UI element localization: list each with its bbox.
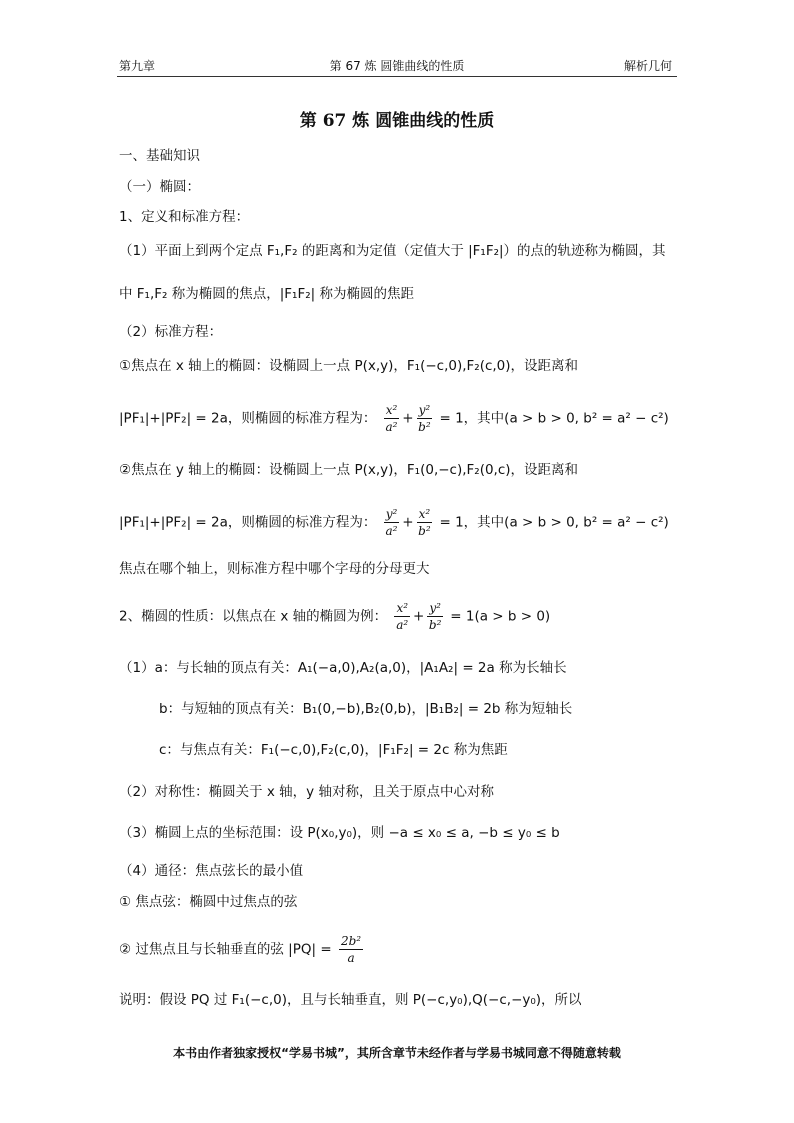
coordinate-range-line: （3）椭圆上点的坐标范围：设 P(x₀,y₀)，则 −a ≤ x₀ ≤ a, −b ≤ y₀ ≤ b bbox=[119, 825, 560, 841]
short-axis-line: b：与短轴的顶点有关：B₁(0,−b),B₂(0,b)，|B₁B₂| = 2b 称为短轴长 bbox=[159, 701, 573, 717]
header-chapter: 第九章 bbox=[119, 59, 156, 73]
definition-line-2: 中 F₁,F₂ 称为椭圆的焦点，|F₁F₂| 称为椭圆的焦距 bbox=[119, 286, 414, 302]
explanation-line: 说明：假设 PQ 过 F₁(−c,0)，且与长轴垂直，则 P(−c,y₀),Q(−c,−y₀)，所以 bbox=[119, 992, 582, 1008]
topic-heading: 1、定义和标准方程： bbox=[119, 209, 250, 225]
x-axis-equation-line: |PF₁|+|PF₂| = 2a，则椭圆的标准方程为： $\frac{\text{x²}}{\text{a²}}$ + $\frac{\text{y²}}{\text{b²}}$ = 1，其中(a > b > 0, b² = a² − c²) bbox=[119, 403, 669, 434]
section-heading: 一、基础知识 bbox=[119, 148, 200, 164]
perpendicular-chord-line bbox=[119, 933, 366, 966]
symmetry-line: （2）对称性：椭圆关于 x 轴，y 轴对称，且关于原点中心对称 bbox=[119, 784, 494, 800]
chord-prefix: ② 过焦点且与长轴垂直的弦 |PQ| = bbox=[119, 941, 332, 958]
properties-prefix: 2、椭圆的性质：以焦点在 x 轴的椭圆为例： bbox=[119, 608, 388, 625]
definition-line-1: （1）平面上到两个定点 F₁,F₂ 的距离和为定值（定值大于 |F₁F₂|）的点的轨迹称为椭圆，其 bbox=[119, 243, 666, 259]
properties-suffix: = 1(a > b > 0) bbox=[450, 608, 551, 625]
properties-heading: 2、椭圆的性质：以焦点在 x 轴的椭圆为例： $\frac{\text{x²}}{\text{a²}}$ + $\frac{\text{y²}}{\text{b²}}$ = 1(a > b > 0) bbox=[119, 601, 551, 632]
equation-suffix: = 1，其中(a > b > 0, b² = a² − c²) bbox=[439, 514, 669, 531]
y-axis-ellipse-line: ②焦点在 y 轴上的椭圆：设椭圆上一点 P(x,y)，F₁(0,−c),F₂(0,c)，设距离和 bbox=[119, 462, 579, 478]
standard-equation-heading: （2）标准方程： bbox=[119, 324, 223, 340]
header-divider bbox=[117, 76, 677, 77]
header-subject: 解析几何 bbox=[623, 59, 672, 73]
equation-prefix: |PF₁|+|PF₂| = 2a，则椭圆的标准方程为： bbox=[119, 514, 377, 531]
fraction-y2-b2: $\frac{\text{y²}}{\text{b²}}$ bbox=[418, 403, 431, 434]
equation-suffix: = 1，其中(a > b > 0, b² = a² − c²) bbox=[439, 410, 669, 427]
fraction-y2-a2: $\frac{\text{y²}}{\text{a²}}$ bbox=[385, 507, 398, 538]
page-title: 第 67 炼 圆锥曲线的性质 bbox=[299, 111, 495, 131]
latus-rectum-heading: （4）通径：焦点弦长的最小值 bbox=[119, 863, 304, 879]
focal-distance-line: c：与焦点有关：F₁(−c,0),F₂(c,0)，|F₁F₂| = 2c 称为焦距 bbox=[159, 742, 508, 758]
x-axis-ellipse-line: ①焦点在 x 轴上的椭圆：设椭圆上一点 P(x,y)，F₁(−c,0),F₂(c,0)，设距离和 bbox=[119, 358, 579, 374]
fraction-x2-b2: $\frac{\text{x²}}{\text{b²}}$ bbox=[418, 507, 431, 538]
y-axis-equation-line: |PF₁|+|PF₂| = 2a，则椭圆的标准方程为： $\frac{\text{y²}}{\text{a²}}$ + $\frac{\text{x²}}{\text{b²}}$ = 1，其中(a > b > 0, b² = a² − c²) bbox=[119, 507, 669, 538]
long-axis-line: （1）a：与长轴的顶点有关：A₁(−a,0),A₂(a,0)，|A₁A₂| = 2a 称为长轴长 bbox=[119, 660, 567, 676]
fraction-y2-b2: $\frac{\text{y²}}{\text{b²}}$ bbox=[428, 601, 442, 632]
equation-prefix: |PF₁|+|PF₂| = 2a，则椭圆的标准方程为： bbox=[119, 410, 377, 427]
fraction-x2-a2: $\frac{\text{x²}}{\text{a²}}$ bbox=[396, 601, 409, 632]
copyright-footer: 本书由作者独家授权“学易书城”，其所含章节未经作者与学易书城同意不得随意转载 bbox=[173, 1046, 621, 1060]
subsection-heading: （一）椭圆： bbox=[119, 179, 200, 195]
focal-chord-line: ① 焦点弦：椭圆中过焦点的弦 bbox=[119, 894, 298, 910]
denominator-rule: 焦点在哪个轴上，则标准方程中哪个字母的分母更大 bbox=[119, 561, 430, 577]
fraction-x2-a2: $\frac{\text{x²}}{\text{a²}}$ bbox=[385, 403, 398, 434]
fraction-2b2-a: $\frac{\text{2b²}}{a}$ bbox=[340, 934, 362, 965]
header-lesson: 第 67 炼 圆锥曲线的性质 bbox=[329, 59, 465, 73]
